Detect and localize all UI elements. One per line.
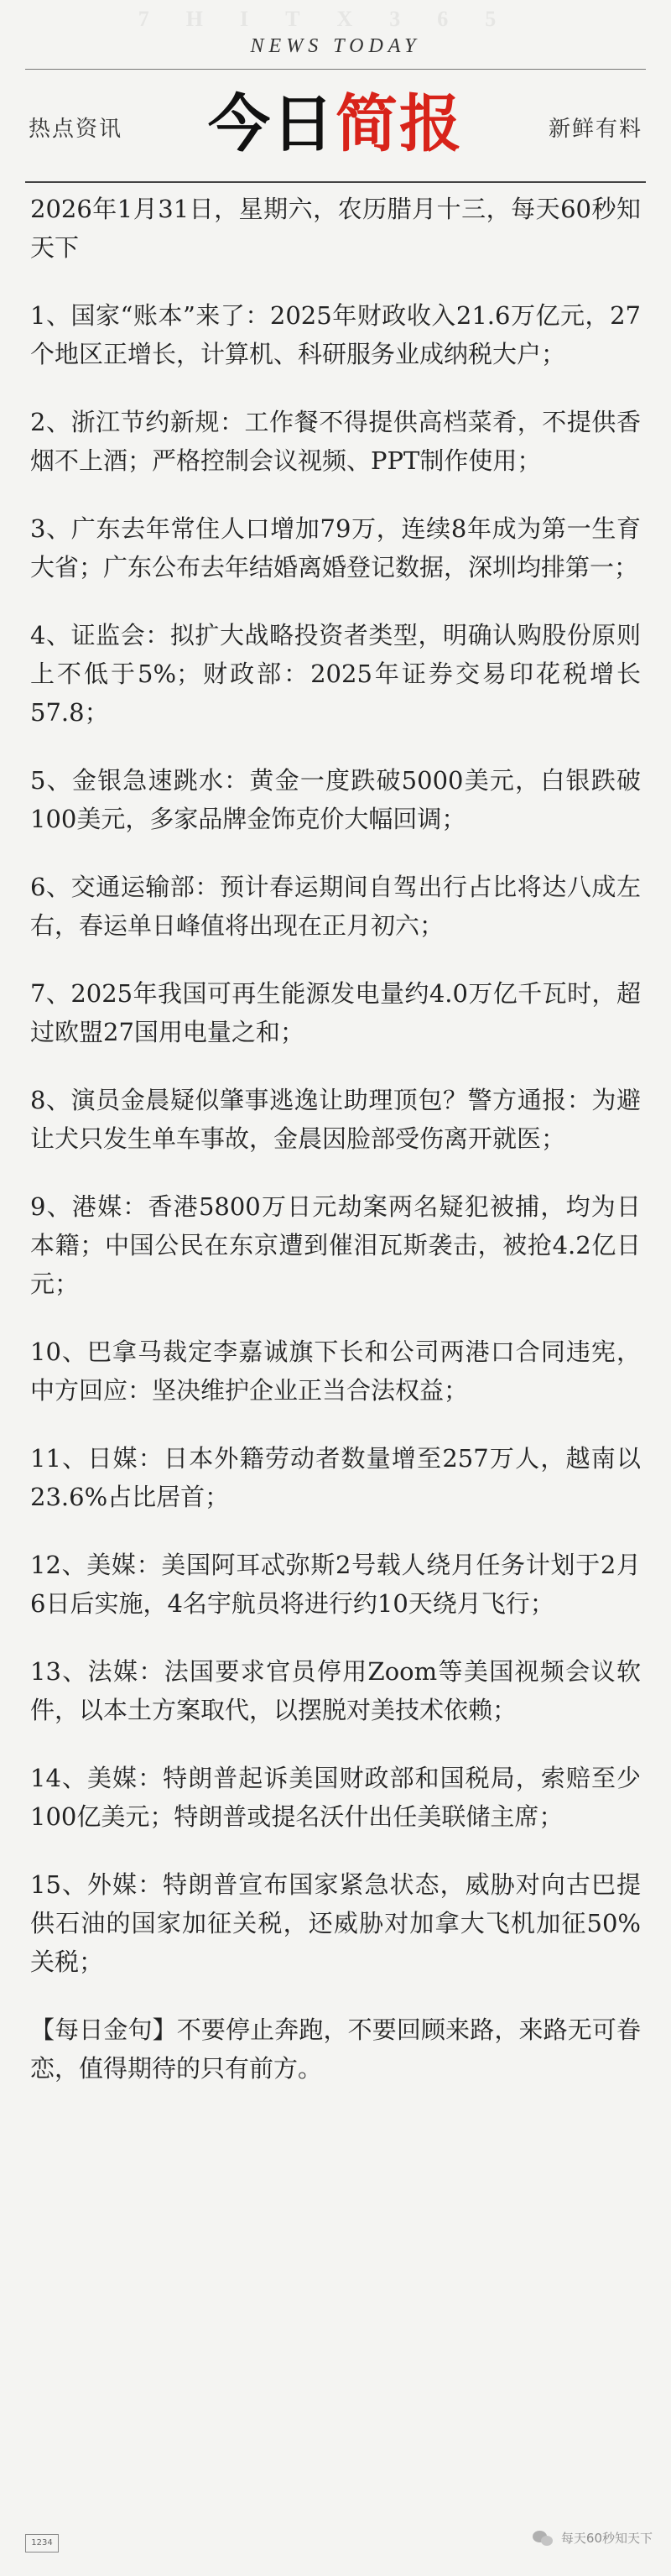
news-item: 8、演员金晨疑似肇事逃逸让助理顶包？警方通报：为避让犬只发生单车事故，金晨因脸部受伤离开就医； (30, 1086, 641, 1153)
news-item: 7、2025年我国可再生能源发电量约4.0万亿千瓦时，超过欧盟27国用电量之和； (30, 979, 641, 1046)
news-item: 3、广东去年常住人口增加79万，连续8年成为第一生育大省；广东公布去年结婚离婚登记数据，深圳均排第一； (30, 514, 641, 581)
news-item: 10、巴拿马裁定李嘉诚旗下长和公司两港口合同违宪，中方回应：坚决维护企业正当合法权益； (30, 1338, 641, 1405)
news-item: 5、金银急速跳水：黄金一度跌破5000美元，白银跌破100美元，多家品牌金饰克价大幅回调； (30, 766, 641, 833)
masthead-watermark-letters: 7HITX365 (138, 7, 533, 31)
masthead-title-part1: 今日 (208, 88, 336, 160)
news-item: 11、日媒：日本外籍劳动者数量增至257万人，越南以23.6%占比居首； (30, 1444, 641, 1511)
news-item: 12、美媒：美国阿耳忒弥斯2号载人绕月任务计划于2月6日后实施，4名宇航员将进行约10天绕月飞行； (30, 1551, 641, 1618)
top-divider (25, 69, 646, 70)
masthead-divider (25, 181, 646, 183)
masthead-title-part2: 简报 (336, 88, 463, 160)
news-item: 6、交通运输部：预计春运期间自驾出行占比将达八成左右，春运单日峰值将出现在正月初六； (30, 873, 641, 940)
left-tag: 热点资讯 (29, 117, 123, 142)
news-item: 14、美媒：特朗普起诉美国财政部和国税局，索赔至少100亿美元；特朗普或提名沃什出任美联储主席； (30, 1764, 641, 1831)
footer-badge: 1234 (25, 2534, 59, 2553)
news-item: 13、法媒：法国要求官员停用Zoom等美国视频会议软件，以本土方案取代，以摆脱对美技术依赖； (30, 1657, 641, 1724)
news-item: 1、国家“账本”来了：2025年财政收入21.6万亿元，27个地区正增长，计算机、科研服务业成纳税大户； (30, 301, 641, 368)
news-today-subtitle: NEWS TODAY (250, 35, 421, 57)
footer-account-name: 每天60秒知天下 (560, 2531, 653, 2546)
news-item: 4、证监会：拟扩大战略投资者类型，明确认购股份原则上不低于5%；财政部：2025年证券交易印花税增长57.8； (30, 621, 641, 727)
right-tag: 新鲜有料 (548, 117, 642, 142)
daily-quote: 【每日金句】不要停止奔跑，不要回顾来路，来路无可眷恋，值得期待的只有前方。 (30, 2015, 641, 2083)
news-content (30, 190, 641, 2117)
news-item: 2、浙江节约新规：工作餐不得提供高档菜肴，不提供香烟不上酒；严格控制会议视频、PPT制作使用； (30, 408, 641, 475)
news-item: 9、港媒：香港5800万日元劫案两名疑犯被捕，均为日本籍；中国公民在东京遭到催泪瓦斯袭击，被抢4.2亿日元； (30, 1192, 641, 1298)
footer-account (533, 2529, 653, 2547)
date-intro: 2026年1月31日，星期六，农历腊月十三，每天60秒知天下 (30, 195, 641, 262)
wechat-icon (533, 2530, 554, 2547)
news-item: 15、外媒：特朗普宣布国家紧急状态，威胁对向古巴提供石油的国家加征关税，还威胁对加拿大飞机加征50%关税； (30, 1870, 641, 1976)
